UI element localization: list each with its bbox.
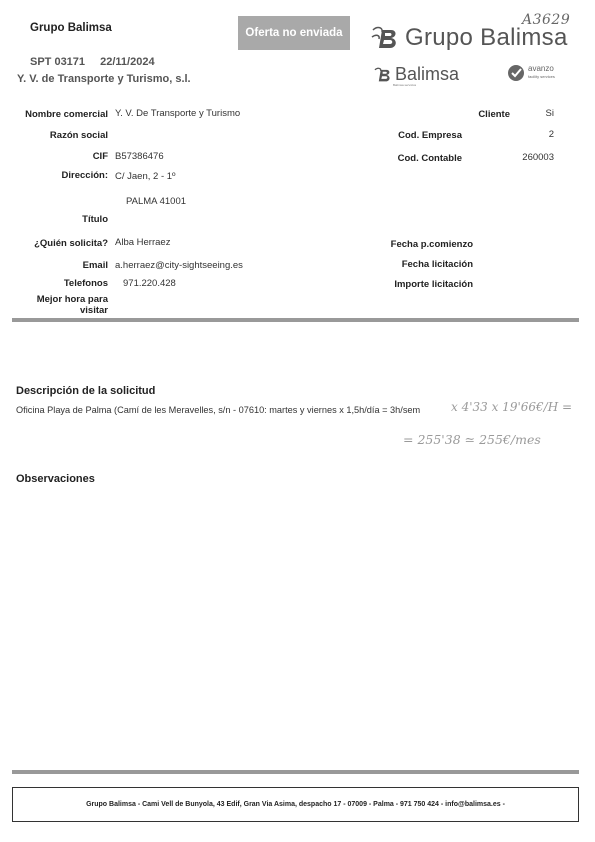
cif-label: CIF [92,151,108,162]
cif-value: B57386476 [115,151,164,162]
cod-empresa-label: Cod. Empresa [398,130,462,141]
observations-title: Observaciones [16,473,95,485]
nombre-comercial-value: Y. V. De Transporte y Turismo [115,108,241,119]
titulo-label: Título [82,214,108,225]
direccion-line2: PALMA 41001 [126,196,187,207]
mejor-hora-label-1: Mejor hora para [36,294,108,305]
avanzo-tagline: facility services [528,74,555,79]
footer-box [12,787,579,822]
company-name: Grupo Balimsa [30,22,112,34]
section-divider-bottom [12,770,579,774]
status-badge: Oferta no enviada [238,16,350,50]
logo-sub-tagline: Balimsa servicios [393,83,417,87]
avanzo-check-icon [507,64,525,82]
reference-date: 22/11/2024 [100,56,155,68]
quien-solicita-value: Alba Herraez [115,237,171,248]
email-value: a.herraez@city-sightseeing.es [115,260,243,271]
description-text: Oficina Playa de Palma (Camí de les Meravelles, s/n - 07610: martes y viernes x 1,5h/día = 3h/sem [16,405,421,415]
importe-licitacion-label: Importe licitación [394,279,473,290]
mejor-hora-label-2: visitar [80,305,108,316]
direccion-line1: C/ Jaen, 2 - 1º [115,171,176,182]
client-name: Y. V. de Transporte y Turismo, s.l. [17,73,191,85]
reference-line [30,56,155,68]
fecha-comienzo-label: Fecha p.comienzo [390,239,473,250]
razon-social-label: Razón social [49,130,108,141]
fecha-licitacion-label: Fecha licitación [401,259,473,270]
reference-number: SPT 03171 [30,56,86,68]
section-divider-top [12,318,579,322]
footer-text: Grupo Balimsa - Cami Vell de Bunyola, 43 Edif, Gran Via Asima, despacho 17 - 07009 - Palma - 971 750 424 - info@balimsa.es - [86,801,505,808]
cliente-label: Cliente [478,109,510,120]
telefonos-label: Telefonos [63,278,108,289]
cod-contable-label: Cod. Contable [397,153,462,164]
email-label: Email [82,260,108,271]
telefonos-value: 971.220.428 [123,278,176,289]
handwritten-calc-1: x 4'33 x 19'66€/H = [451,400,573,414]
grupo-balimsa-logo [369,24,568,52]
avanzo-logo [507,64,555,82]
logo-main-text: Grupo Balimsa [405,24,568,51]
description-title: Descripción de la solicitud [16,385,156,397]
cliente-value: Si [545,108,554,119]
quien-solicita-label: ¿Quién solicita? [34,238,108,249]
avanzo-text: avanzo [528,64,554,73]
cod-empresa-value: 2 [548,129,554,140]
logo-sub-text: Balimsa [395,64,460,84]
balimsa-small-b-icon [372,66,392,84]
nombre-comercial-label: Nombre comercial [25,109,108,120]
handwritten-calc-2: = 255'38 ≃ 255€/mes [403,432,541,447]
balimsa-b-icon [369,24,399,52]
direccion-label: Dirección: [61,170,108,181]
handwritten-note: A3629 [522,12,571,28]
balimsa-logo [372,64,459,85]
cod-contable-value: 260003 [522,152,554,163]
